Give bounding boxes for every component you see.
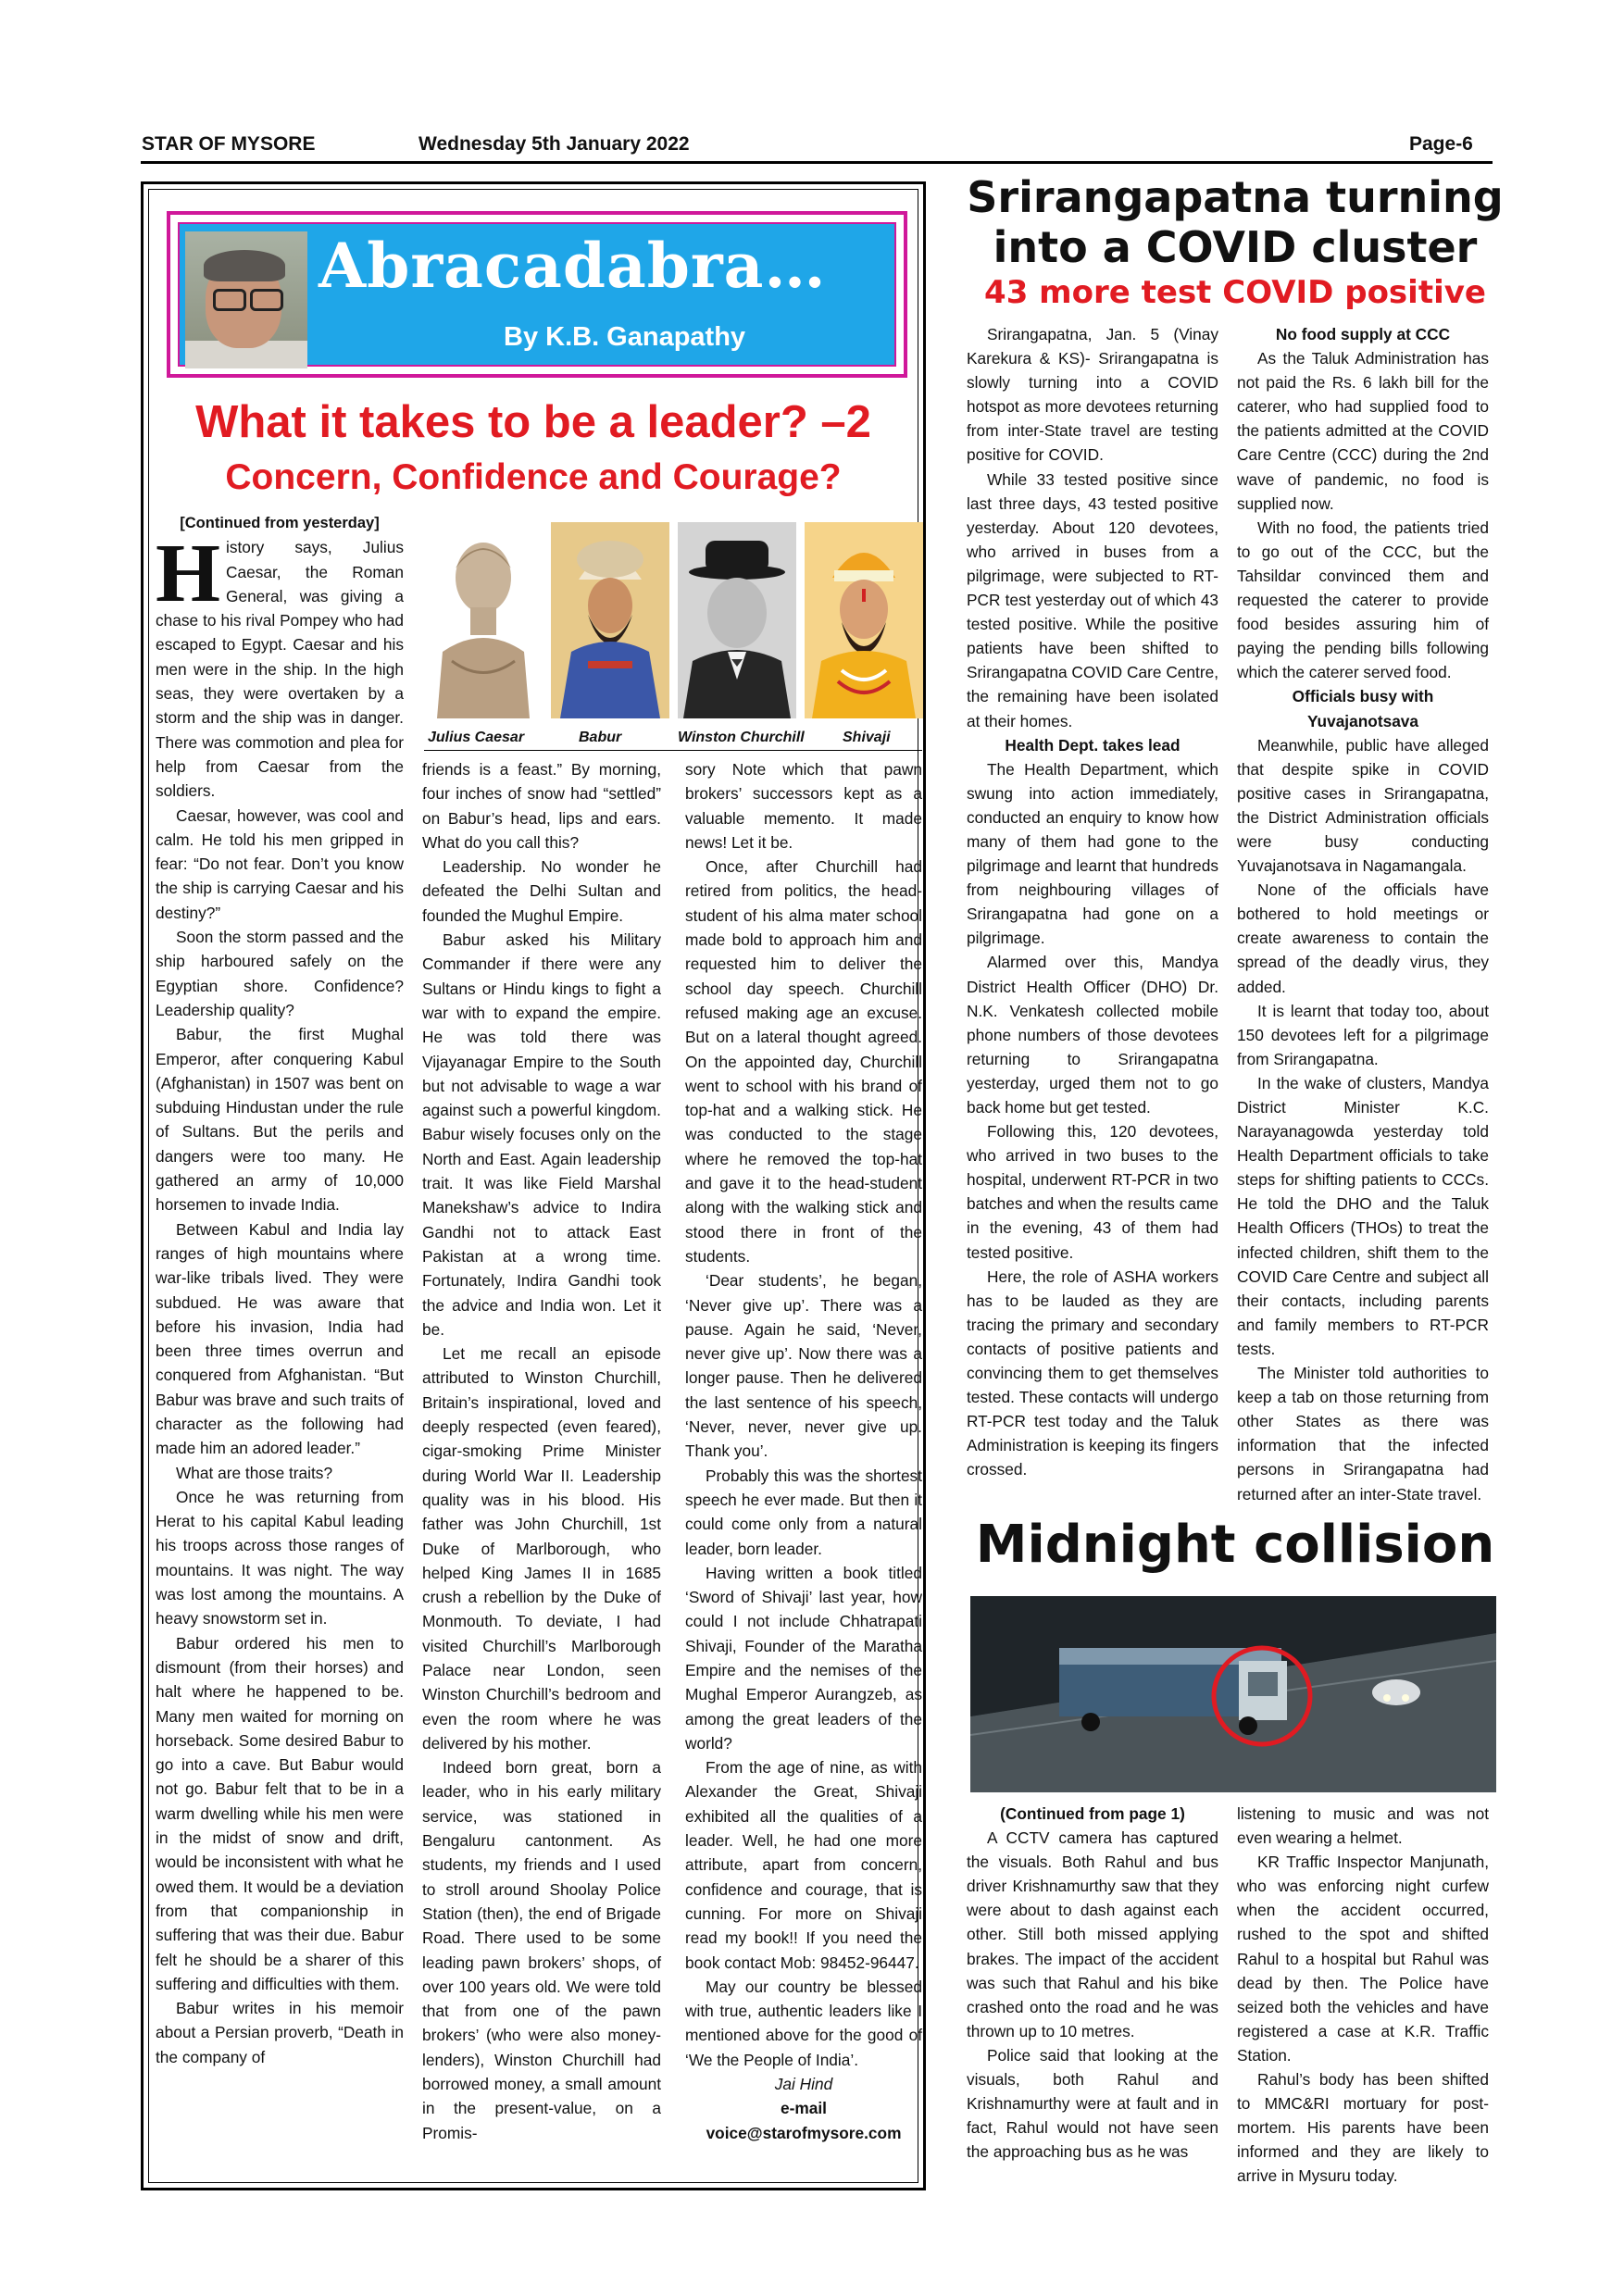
paragraph: Here, the role of ASHA workers has to be lauded as they are tracing the primary and secondary contacts of positive patients and convincing them to get themselves tested. These contacts will undergo RT-PCR test today and the Taluk Administration is keeping its fingers crossed. bbox=[967, 1267, 1218, 1479]
column-banner bbox=[167, 211, 907, 378]
cctv-photo bbox=[970, 1596, 1496, 1792]
paragraph: KR Traffic Inspector Manjunath, who was enforcing night curfew when the accident occurred, rushed to the spot and shifted Rahul to a hospital but Rahul was dead by then. The Police have seized both the vehicles and have registered a case at K.R. Traffic Station. bbox=[1237, 1853, 1489, 2065]
paragraph: Soon the storm passed and the ship harboured safely on the Egyptian shore. Confidence? Leadership quality? bbox=[156, 928, 404, 1019]
signoff: Jai Hind bbox=[774, 2075, 833, 2094]
paragraph: Babur ordered his men to dismount (from their horses) and halt where he happened to be. Many men waited for morning on horseback. Some desired Babur to go into a cave. But Babur would not go. Babur felt that to be in a warm dwelling while his men were in the midst of snow and drift, would be inconsistent with what he owed them. It would be a deviation from that companionship in suffering that was their due. Babur felt he should be a sharer of this suffering and difficulties with them. bbox=[156, 1633, 404, 1993]
paragraph: The Minister told authorities to keep a tab on those returning from other States as there was information that the infected persons in Srirangapatna had returned after an inter-State travel. bbox=[1237, 1364, 1489, 1504]
paragraph: It is learnt that today too, about 150 devotees left for a pilgrimage from Srirangapatna. bbox=[1237, 1001, 1489, 1068]
paragraph: Let me recall an episode attributed to Winston Churchill, Britain’s inspirational, loved and deeply respected (even feared), cigar-smoking Prime Minister during World War II. Leadership quality was in his blood. His father was John Churchill, 1st Duke of Marlborough, who helped King James II in 1685 crush a rebellion by the Duke of Monmouth. To deviate, I had visited Churchill’s Marlborough Palace near London, seen Winston Churchill’s bedroom and even the room where he was delivered by his mother. bbox=[422, 1344, 661, 1753]
shivaji-image bbox=[805, 522, 923, 718]
paragraph: Rahul’s body has been shifted to MMC&RI mortuary for post-mortem. His parents have been informed and they are likely to arrive in Mysuru today. bbox=[1237, 2070, 1489, 2186]
paragraph: Once he was returning from Herat to his capital Kabul leading his troops across those ranges of mountains. It was night. The way was lost among the mountains. A heavy snowstorm set in. bbox=[156, 1487, 404, 1628]
caption-julius-caesar: Julius Caesar bbox=[428, 730, 525, 745]
collision-headline: Midnight collision bbox=[975, 1515, 1495, 1575]
paragraph: friends is a feast.” By morning, four inches of snow had “settled” on Babur’s head, lips and ears. What do you call this? bbox=[422, 760, 661, 852]
column-byline: By K.B. Ganapathy bbox=[504, 322, 746, 352]
paragraph: ‘Dear students’, he began, ‘Never give up’. There was a pause. Again he said, ‘Never, never give up’. Now there was a longer pause. Then he delivered the last sentence of his speech, ‘Never, never, never give up. Thank you’. bbox=[685, 1271, 922, 1461]
paragraph: A CCTV camera has captured the visuals. Both Rahul and bus driver Krishnamurthy saw that they were about to dash against each other. Still both missed applying brakes. The impact of the accident was such that Rahul and his bike crashed onto the road and he was thrown up to 10 metres. bbox=[967, 1828, 1218, 2040]
paragraph: Having written a book titled ‘Sword of Shivaji’ last year, how could I not include Chhatrapati Shivaji, Founder of the Maratha Empire and the nemises of the Mughal Emperor Aurangzeb, as among the great leaders of the world? bbox=[685, 1563, 922, 1753]
paragraph: Meanwhile, public have alleged that despite spike in COVID positive cases in Srirangapatna, the District Administration officials were busy conducting Yuvajanotsava in Nagamangala. bbox=[1237, 735, 1489, 876]
section-subhead: Health Dept. takes lead bbox=[1005, 735, 1181, 755]
paragraph: May our country be blessed with true, authentic leaders like I mentioned above for the good of ‘We the People of India’. bbox=[685, 1977, 922, 2069]
covid-subhead: 43 more test COVID positive bbox=[984, 274, 1486, 311]
caption-shivaji: Shivaji bbox=[843, 730, 891, 745]
article-subhead: Concern, Confidence and Courage? bbox=[225, 457, 842, 497]
paragraph: Babur writes in his memoir about a Persian proverb, “Death in the company of bbox=[156, 1999, 404, 2066]
collision-column-2 bbox=[1237, 1802, 1489, 2189]
article-column-3 bbox=[685, 757, 922, 2145]
column-title: Abracadabra… bbox=[319, 230, 827, 302]
paragraph: Babur asked his Military Commander if there were any Sultans or Hindu kings to fight a war with to expand the empire. He was told there was Vijayanagar Empire to the South but not advisable to wage a war against such a powerful kingdom. Babur wisely focuses only on the North and East. Again leadership trait. It was like Field Marshal Manekshaw’s advice to Indira Gandhi not to attack East Pakistan at a wrong time. Fortunately, Indira Gandhi took the advice and India won. Let it be. bbox=[422, 930, 661, 1339]
paragraph: listening to music and was not even wearing a helmet. bbox=[1237, 1804, 1489, 1848]
paragraph: istory says, Julius Caesar, the Roman General, was giving a chase to his rival Pompey who had escaped to Egypt. Caesar and his men were in the ship. In the high seas, they were overtaken by a storm and the ship was in danger. There was commotion and plea for help from Caesar from the soldiers. bbox=[156, 538, 404, 801]
drop-cap: H bbox=[156, 528, 221, 620]
paragraph: From the age of nine, as with Alexander the Great, Shivaji exhibited all the qualities of a leader. Well, he had one more attribute, apart from concern, confidence and courage, that is cunning. For more on Shivaji read my book!! If you need the book contact Mob: 98452-96447. bbox=[685, 1758, 922, 1972]
paragraph: sory Note which that pawn brokers’ successors kept as a valuable memento. It made news! Let it be. bbox=[685, 760, 922, 852]
section-subhead: Officials busy with Yuvajanotsava bbox=[1292, 687, 1434, 730]
paragraph: With no food, the patients tried to go out of the CCC, but the Tahsildar convinced them and requested the caterer to provide food besides assuring him of paying the pending bills following which the caterer served food. bbox=[1237, 518, 1489, 682]
paragraph: Srirangapatna, Jan. 5 (Vinay Karekura & KS)- Srirangapatna is slowly turning into a COVID hotspot as more devotees returning from inter-State travel are testing positive for COVID. bbox=[967, 325, 1218, 465]
paragraph: As the Taluk Administration has not paid the Rs. 6 lakh bill for the caterer, who had supplied food to the patients admitted at the COVID Care Centre (CCC) during the 2nd wave of pandemic, no food is supplied now. bbox=[1237, 349, 1489, 513]
paragraph: Police said that looking at the visuals, both Rahul and Krishnamurthy were at fault and in fact, Rahul would not have seen the approaching bus as he was bbox=[967, 2045, 1218, 2162]
masthead-rule bbox=[141, 161, 1493, 164]
page-number: Page-6 bbox=[1409, 133, 1473, 155]
leader-portraits bbox=[424, 522, 924, 728]
winston-churchill-image bbox=[678, 522, 796, 718]
babur-image bbox=[551, 522, 669, 718]
caption-winston-churchill: Winston Churchill bbox=[678, 730, 805, 745]
paper-name: STAR OF MYSORE bbox=[142, 133, 316, 155]
paragraph: Indeed born great, born a leader, who in his early military service, was stationed in Bengaluru cantonment. As students, my friends and I used to stroll around Shoolay Police Station (then), the end of Brigade Road. There used to be some leading pawn brokers’ shops, of over 100 years old. We were told that from one of the pawn brokers’ (who were also money-lenders), Winston Churchill had borrowed money, a small amount in the present-value, on a Promis- bbox=[422, 1758, 661, 2142]
paragraph: While 33 tested positive since last three days, 43 tested positive yesterday. About 120 devotees, who arrived in buses from a pilgrimage, were subjected to RT-PCR test yesterday out of which 43 tested positive. While the positive patients have been shifted to Srirangapatna COVID Care Centre, the remaining have been isolated at their homes. bbox=[967, 469, 1218, 730]
article-headline: What it takes to be a leader? –2 bbox=[195, 397, 871, 447]
julius-caesar-image bbox=[424, 522, 543, 718]
author-email[interactable]: voice@starofmysore.com bbox=[706, 2123, 902, 2142]
paragraph: Leadership. No wonder he defeated the Delhi Sultan and founded the Mughul Empire. bbox=[422, 857, 661, 925]
issue-date: Wednesday 5th January 2022 bbox=[418, 133, 690, 155]
article-column-2 bbox=[422, 757, 661, 2145]
section-subhead: No food supply at CCC bbox=[1275, 325, 1451, 343]
paragraph: Caesar, however, was cool and calm. He told his men gripped in fear: “Do not fear. Don’t you know the ship is carrying Caesar and his destiny?” bbox=[156, 805, 404, 922]
covid-column-1 bbox=[967, 322, 1218, 1482]
article-column-1 bbox=[156, 511, 404, 2069]
collision-column-1 bbox=[967, 1802, 1218, 2164]
paragraph: Probably this was the shortest speech he ever made. But then it could come only from a natural leader, born leader. bbox=[685, 1466, 922, 1558]
caption-babur: Babur bbox=[579, 730, 622, 745]
paragraph: Alarmed over this, Mandya District Health Officer (DHO) Dr. N.K. Venkatesh collected mobile phone numbers of those devotees returning to Srirangapatna yesterday, urged them not to go back home but get tested. bbox=[967, 953, 1218, 1117]
paragraph: None of the officials have bothered to hold meetings or create awareness to contain the spread of the deadly virus, they added. bbox=[1237, 880, 1489, 996]
paragraph: The Health Department, which swung into action immediately, conducted an enquiry to know how many of them had gone to the pilgrimage and learnt that hundreds from neighbouring villages of Srirangapatna had gone on a pilgrimage. bbox=[967, 759, 1218, 948]
paragraph: Babur, the first Mughal Emperor, after conquering Kabul (Afghanistan) in 1507 was bent on subduing Hindustan under the rule of Sultans. But the perils and dangers were too many. He gathered an army of 10,000 horsemen to invade India. bbox=[156, 1025, 404, 1215]
paragraph: What are those traits? bbox=[176, 1463, 333, 1482]
caption-rule bbox=[424, 750, 922, 751]
covid-column-2 bbox=[1237, 322, 1489, 1506]
continued-note: [Continued from yesterday] bbox=[180, 515, 380, 531]
paragraph: Once, after Churchill had retired from politics, the head-student of his alma mater school made bold to approach him and requested him to deliver the school day speech. Churchill refused making age an excuse. But on a lateral thought agreed. On the appointed day, Churchill went to school with his brand of top-hat and a walking stick. He was conducted to the stage where he removed the top-hat and gave it to the head-student along with the walking stick and stood there in front of the students. bbox=[685, 857, 922, 1266]
paragraph: In the wake of clusters, Mandya District Minister K.C. Narayanagowda yesterday told Health Department officials to take steps for shifting patients to CCCs. He told the DHO and the Taluk Health Officers (THOs) to treat the infected children, shift them to the COVID Care Centre and subject all their contacts, including parents and family members to RT-PCR tests. bbox=[1237, 1073, 1489, 1358]
paragraph: Between Kabul and India lay ranges of high mountains where war-like tribals lived. They were subdued. He was aware that before his invasion, India had been three times overrun and conquered from Afghanistan. “But Babur was brave and such traits of character as the following had made him an adored leader.” bbox=[156, 1219, 404, 1458]
collision-continued: (Continued from page 1) bbox=[1000, 1804, 1185, 1823]
paragraph: Following this, 120 devotees, who arrived in two buses to the hospital, underwent RT-PCR in two batches and when the results came in the evening, 43 of them had tested positive. bbox=[967, 1122, 1218, 1262]
covid-headline: Srirangapatna turning into a COVID cluster bbox=[967, 172, 1504, 272]
email-label: e-mail bbox=[781, 2099, 827, 2118]
author-portrait bbox=[185, 231, 307, 367]
